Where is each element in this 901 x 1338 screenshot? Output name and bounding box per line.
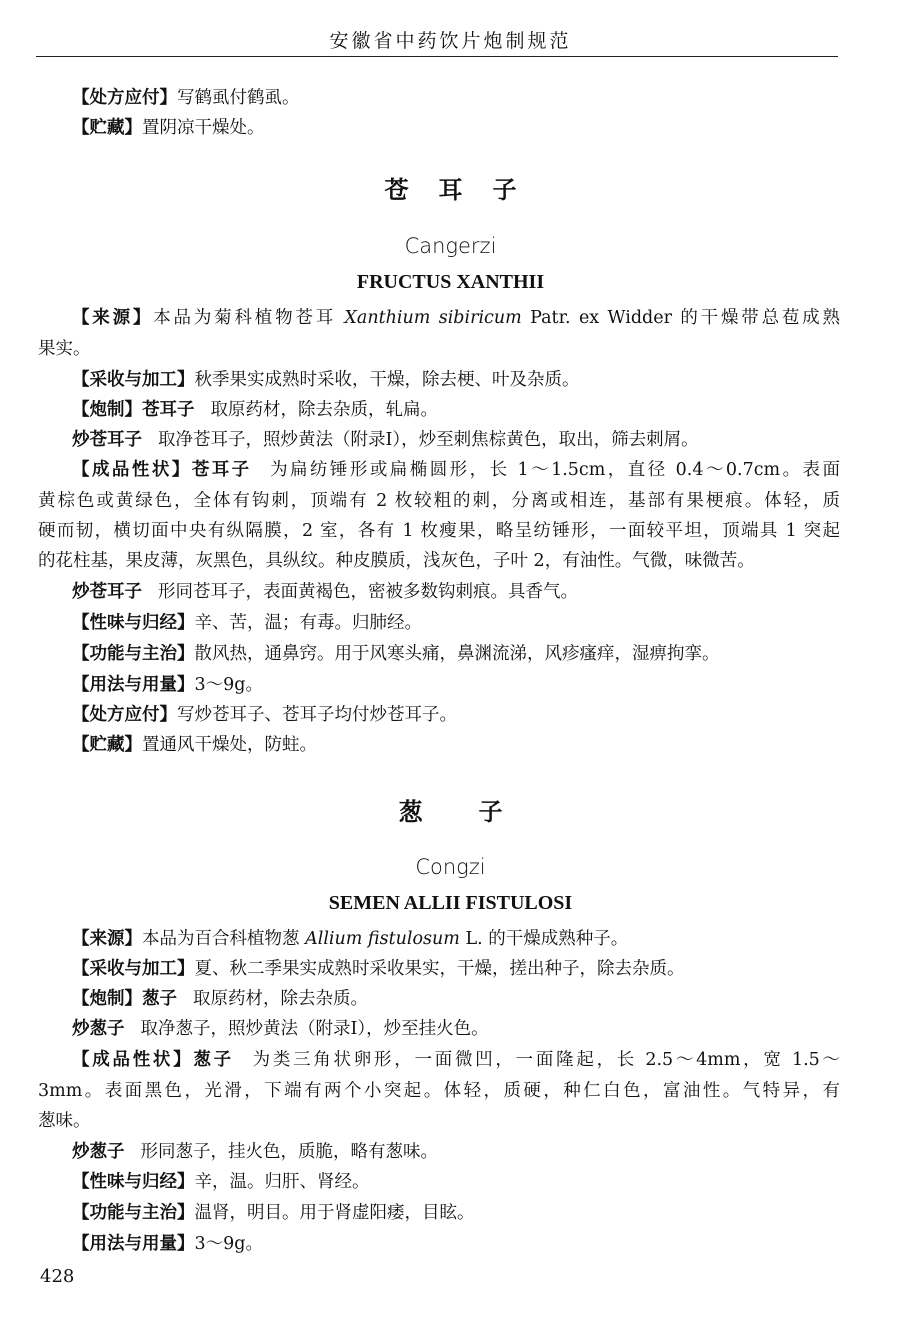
entry1-nature-label: 【性味与归经】 xyxy=(72,613,195,633)
entry1-source xyxy=(72,307,840,329)
entry1-source-label: 【来源】 xyxy=(72,308,154,328)
entry1-desc-item: 苍耳子 xyxy=(191,460,252,480)
entry2-nature xyxy=(72,1171,840,1193)
entry1-storage-text: 置通风干燥处，防蛀。 xyxy=(142,735,317,755)
entry2-source-pre: 本品为百合科植物葱 xyxy=(142,929,300,949)
entry2-latin-name: SEMEN ALLII FISTULOSI xyxy=(328,892,573,914)
entry2-source-post: 的干燥成熟种子。 xyxy=(488,929,629,949)
entry1-pinyin: Cangerzi xyxy=(404,234,497,258)
entry1-latin-name: FRUCTUS XANTHII xyxy=(356,271,545,293)
entry2-source xyxy=(72,928,840,950)
entry2-function xyxy=(72,1202,840,1224)
entry2-desc-line1 xyxy=(72,1049,840,1071)
entry2-function-text: 温肾，明目。用于肾虚阳痿，目眩。 xyxy=(194,1203,475,1223)
entry2-dosage xyxy=(72,1233,840,1255)
entry2-process xyxy=(72,988,840,1010)
entry1-function-text: 散风热，通鼻窍。用于风寒头痛，鼻渊流涕，风疹瘙痒，湿痹拘挛。 xyxy=(194,644,720,664)
entry1-desc-line3: 硬而韧，横切面中央有纵隔膜，2 室，各有 1 枚瘦果，略呈纺锤形，一面较平坦，顶端具 1 突起 xyxy=(38,521,840,541)
entry1-fried-desc-text: 形同苍耳子，表面黄褐色，密被多数钩刺痕。具香气。 xyxy=(158,582,578,602)
entry1-prescription-text: 写炒苍耳子、苍耳子均付炒苍耳子。 xyxy=(177,705,457,725)
page-number: 428 xyxy=(40,1266,75,1287)
entry2-fried-desc xyxy=(72,1141,840,1163)
entry1-desc-line2: 黄棕色或黄绿色，全体有钩刺，顶端有 2 枚较粗的刺，分离或相连，基部有果梗痕。体轻，质 xyxy=(38,491,840,511)
entry1-desc-line1 xyxy=(72,459,840,481)
entry2-fried xyxy=(72,1018,840,1040)
entry1-nature xyxy=(72,612,840,634)
entry1-title: 苍耳子 xyxy=(384,176,547,204)
entry2-harvest-text: 夏、秋二季果实成熟时采收果实，干燥，搓出种子，除去杂质。 xyxy=(194,959,685,979)
entry2-function-label: 【功能与主治】 xyxy=(72,1203,195,1223)
entry2-fried-item: 炒葱子 xyxy=(72,1019,125,1039)
entry1-storage-label: 【贮藏】 xyxy=(72,735,142,755)
prev-storage xyxy=(72,117,840,139)
running-header: 安徽省中药饮片炮制规范 xyxy=(329,30,572,52)
prev-storage-label: 【贮藏】 xyxy=(72,118,142,138)
prev-prescription xyxy=(72,87,840,109)
entry1-fried-desc xyxy=(72,581,840,603)
entry2-harvest-label: 【采收与加工】 xyxy=(72,959,195,979)
entry1-prescription-label: 【处方应付】 xyxy=(72,705,177,725)
entry2-desc-line3: 葱味。 xyxy=(38,1111,91,1131)
entry1-source-post: 的干燥带总苞成熟 xyxy=(680,308,840,328)
entry2-process-text: 取原药材，除去杂质。 xyxy=(193,989,368,1009)
entry2-species: Allium fistulosum xyxy=(305,929,460,949)
prev-prescription-text: 写鹤虱付鹤虱。 xyxy=(177,88,300,108)
prev-prescription-label: 【处方应付】 xyxy=(72,88,177,108)
entry2-nature-text: 辛，温。归肝、肾经。 xyxy=(194,1172,370,1192)
entry1-storage xyxy=(72,734,840,756)
entry1-dosage-text: 3～9g。 xyxy=(194,675,263,695)
entry2-fried-text: 取净葱子，照炒黄法（附录Ⅰ），炒至挂火色。 xyxy=(140,1019,489,1039)
entry1-desc-text1: 为扁纺锤形或扁椭圆形，长 1～1.5cm，直径 0.4～0.7cm。表面 xyxy=(267,460,840,480)
entry1-harvest-label: 【采收与加工】 xyxy=(72,370,195,390)
entry1-desc-label: 【成品性状】 xyxy=(72,460,192,480)
entry1-fried-desc-item: 炒苍耳子 xyxy=(72,582,142,602)
entry1-fried-item: 炒苍耳子 xyxy=(72,430,142,450)
entry2-fried-desc-text: 形同葱子，挂火色，质脆，略有葱味。 xyxy=(140,1142,438,1162)
entry2-authority: L. xyxy=(465,929,483,949)
entry1-authority: Patr. ex Widder xyxy=(530,308,672,328)
entry1-process-item: 苍耳子 xyxy=(142,400,195,420)
header-rule xyxy=(36,56,838,57)
entry2-pinyin: Congzi xyxy=(415,855,486,879)
entry1-process xyxy=(72,399,840,421)
entry1-dosage xyxy=(72,674,840,696)
entry1-prescription xyxy=(72,704,840,726)
entry1-dosage-label: 【用法与用量】 xyxy=(72,675,195,695)
entry2-desc-text1: 为类三角状卵形，一面微凹，一面隆起，长 2.5～4mm，宽 1.5～ xyxy=(249,1050,840,1070)
entry2-dosage-label: 【用法与用量】 xyxy=(72,1234,195,1254)
entry2-process-label: 【炮制】 xyxy=(72,989,142,1009)
entry2-title: 葱子 xyxy=(398,798,559,826)
entry1-fried-text: 取净苍耳子，照炒黄法（附录Ⅰ），炒至刺焦棕黄色，取出，筛去刺屑。 xyxy=(158,430,699,450)
entry2-nature-label: 【性味与归经】 xyxy=(72,1172,195,1192)
entry1-species: Xanthium sibiricum xyxy=(344,308,522,328)
entry1-process-text: 取原药材，除去杂质，轧扁。 xyxy=(210,400,438,420)
entry2-dosage-text: 3～9g。 xyxy=(194,1234,263,1254)
entry2-desc-item: 葱子 xyxy=(193,1050,234,1070)
entry1-nature-text: 辛、苦，温；有毒。归肺经。 xyxy=(194,613,422,633)
prev-storage-text: 置阴凉干燥处。 xyxy=(142,118,265,138)
entry1-source-pre: 本品为菊科植物苍耳 xyxy=(153,308,337,328)
entry1-fried xyxy=(72,429,840,451)
entry2-source-label: 【来源】 xyxy=(72,929,142,949)
entry1-harvest-text: 秋季果实成熟时采收，干燥，除去梗、叶及杂质。 xyxy=(194,370,580,390)
entry2-process-item: 葱子 xyxy=(142,989,177,1009)
entry1-desc-line4: 的花柱基，果皮薄，灰黑色，具纵纹。种皮膜质，浅灰色，子叶 2，有油性。气微，味微苦。 xyxy=(38,551,755,571)
entry1-function xyxy=(72,643,840,665)
entry2-desc-label: 【成品性状】 xyxy=(72,1050,194,1070)
entry2-desc-line2: 3mm。表面黑色，光滑，下端有两个小突起。体轻，质硬，种仁白色，富油性。气特异，有 xyxy=(38,1081,840,1101)
entry2-fried-desc-item: 炒葱子 xyxy=(72,1142,125,1162)
entry1-source-cont: 果实。 xyxy=(38,339,91,359)
entry1-harvest xyxy=(72,369,840,391)
entry2-harvest xyxy=(72,958,840,980)
entry1-process-label: 【炮制】 xyxy=(72,400,142,420)
entry1-function-label: 【功能与主治】 xyxy=(72,644,195,664)
